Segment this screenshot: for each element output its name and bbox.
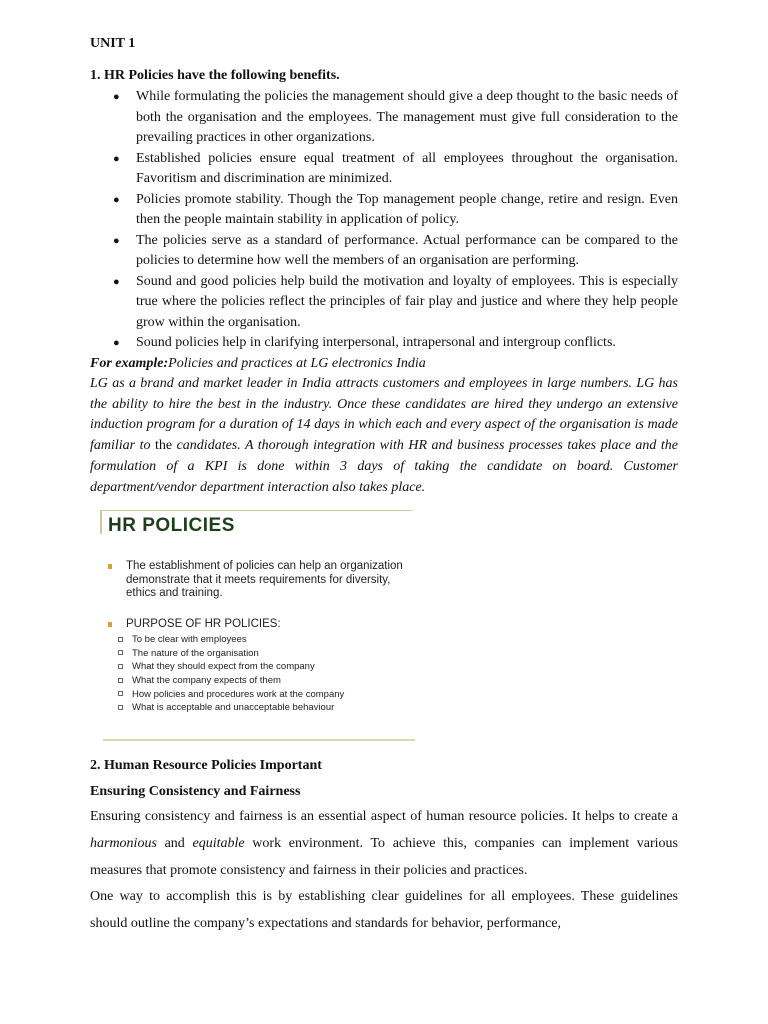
list-item: What the company expects of them	[118, 674, 344, 688]
list-item: To be clear with employees	[118, 633, 344, 647]
section-2-subheading: Ensuring Consistency and Fairness	[90, 784, 301, 800]
list-item: ● Sound and good policies help build the motivation and loyalty of employees. This is especially true where the policies reflect the principles of fair play and justice and where they help people grow within the organisation.	[113, 273, 678, 330]
checkbox-icon	[118, 637, 123, 642]
figure-bottom-rule	[103, 739, 415, 741]
purpose-list	[118, 633, 344, 715]
list-item: ● While formulating the policies the management should give a deep thought to the basic needs of both the organisation and the employees. The management must give full consideration to the prevailing practices in other organizations.	[113, 89, 678, 145]
bullet-icon: ●	[113, 275, 120, 288]
example-label: For example:	[90, 355, 169, 371]
square-bullet-icon	[108, 622, 112, 627]
list-item: The nature of the organisation	[118, 647, 344, 661]
paragraph: One way to accomplish this is by establishing clear guidelines for all employees. These guidelines should outline the company’s expectations and standards for behavior, performance,	[90, 889, 678, 932]
section-1-heading: 1. HR Policies have the following benefits.	[90, 68, 340, 83]
checkbox-icon	[118, 678, 123, 683]
figure-title: HR POLICIES	[108, 515, 235, 537]
checkbox-icon	[118, 650, 123, 655]
figure-top-rule	[100, 510, 412, 511]
bullet-icon: ●	[113, 152, 120, 165]
checkbox-icon	[118, 691, 123, 696]
figure-paragraph: The establishment of policies can help an organization demonstrate that it meets requirements for diversity, ethics and training.	[108, 560, 413, 601]
list-item: ● The policies serve as a standard of performance. Actual performance can be compared to the policies to determine how well the members of an organisation are performing.	[113, 232, 678, 268]
bullet-icon: ●	[113, 234, 120, 247]
benefits-list	[90, 87, 678, 354]
unit-heading: UNIT 1	[90, 36, 136, 51]
bullet-icon: ●	[113, 337, 120, 349]
example-title-text: Policies and practices at LG electronics India	[168, 355, 426, 371]
hr-policies-figure	[100, 510, 415, 742]
example-body: LG as a brand and market leader in India attracts customers and employees in large numbers. LG has the ability to hire the best in the industry. Once these candidates are hired they undergo an extensive induction program for a duration of 14 days in which each and every aspect of the organisation is made familiar to the candidates. A thorough integration with HR and business processes takes place and the formulation of a KPI is done within 3 days of taking the candidate on board. Customer department/vendor department interaction also takes place.	[90, 376, 679, 495]
figure-purpose-heading: PURPOSE OF HR POLICIES:	[108, 618, 413, 632]
bullet-icon: ●	[113, 91, 120, 103]
checkbox-icon	[118, 705, 123, 710]
list-item: How policies and procedures work at the company	[118, 688, 344, 702]
square-bullet-icon	[108, 564, 112, 569]
list-item: ● Sound policies help in clarifying interpersonal, intrapersonal and intergroup conflicts.	[90, 333, 678, 354]
document-page	[90, 34, 678, 938]
list-item: What is acceptable and unacceptable behaviour	[118, 701, 344, 715]
list-item: What they should expect from the company	[118, 660, 344, 674]
bullet-icon: ●	[113, 193, 120, 206]
list-item: ● Policies promote stability. Though the Top management people change, retire and resign. Even then the people maintain stability in application of policy.	[113, 191, 678, 227]
list-item: ● Established policies ensure equal treatment of all employees throughout the organisation. Favoritism and discrimination are minimized.	[113, 150, 678, 186]
paragraph: Ensuring consistency and fairness is an essential aspect of human resource policies. It helps to create a harmonious and equitable work environment. To achieve this, companies can implement various measures that promote consistency and fairness in their policies and practices.	[90, 809, 678, 878]
section-2-heading: 2. Human Resource Policies Important	[90, 758, 322, 774]
figure-left-rule	[100, 510, 102, 534]
checkbox-icon	[118, 664, 123, 669]
example-title	[90, 354, 678, 375]
